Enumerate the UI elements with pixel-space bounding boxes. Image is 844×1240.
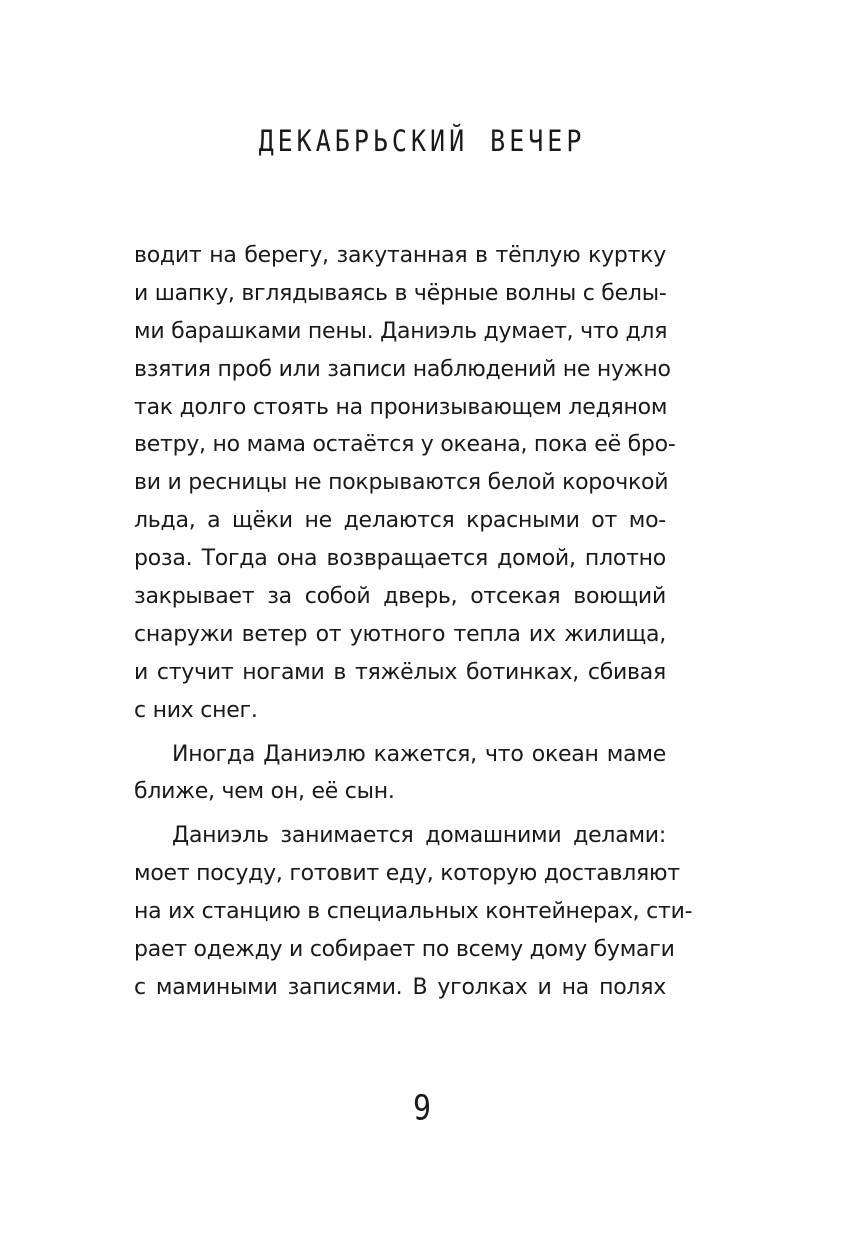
text-line: ветру, но мама остаётся у океана, пока её бро- <box>134 432 676 458</box>
text-line: Иногда Даниэлю кажется, что океан маме <box>172 741 666 767</box>
text-line: моет посуду, готовит еду, которую доставляют <box>134 861 680 887</box>
text-line: с них снег. <box>134 697 258 723</box>
text-line: и шапку, вглядываясь в чёрные волны с белы- <box>134 280 667 306</box>
text-line: снаружи ветер от уютного тепла их жилища, <box>134 621 666 647</box>
text-line: взятия проб или записи наблюдений не нужно <box>134 356 671 382</box>
running-header <box>0 118 844 165</box>
text-line: Даниэль занимается домашними делами: <box>172 823 666 849</box>
paragraph-1 <box>134 237 676 730</box>
text-line: ми барашками пены. Даниэль думает, что для <box>134 318 668 344</box>
text-line: с мамиными записями. В уголках и на полях <box>134 974 666 1000</box>
text-line: на их станцию в специальных контейнерах, сти- <box>134 899 693 925</box>
paragraph-2 <box>134 736 666 812</box>
paragraph-3 <box>134 817 693 1006</box>
text-line: льда, а щёки не делаются красными от мо- <box>134 508 666 534</box>
text-line: водит на берегу, закутанная в тёплую куртку <box>134 243 666 268</box>
page-number: 9 <box>412 1088 432 1129</box>
text-line: ви и ресницы не покрываются белой корочкой <box>134 470 669 496</box>
running-header-word-1: ДЕКАБРЬСКИЙ <box>258 123 469 159</box>
text-line: рает одежду и собирает по всему дому бумаги <box>134 937 675 963</box>
running-header-word-2: ВЕЧЕР <box>490 123 586 159</box>
text-line: и стучит ногами в тяжёлых ботинках, сбивая <box>134 659 666 685</box>
text-line: роза. Тогда она возвращается домой, плотно <box>134 546 666 572</box>
text-line: так долго стоять на пронизывающем ледяном <box>134 394 668 420</box>
text-line: ближе, чем он, её сын. <box>134 779 395 805</box>
text-line: закрывает за собой дверь, отсекая воющий <box>134 584 666 610</box>
body-text <box>134 237 693 1013</box>
